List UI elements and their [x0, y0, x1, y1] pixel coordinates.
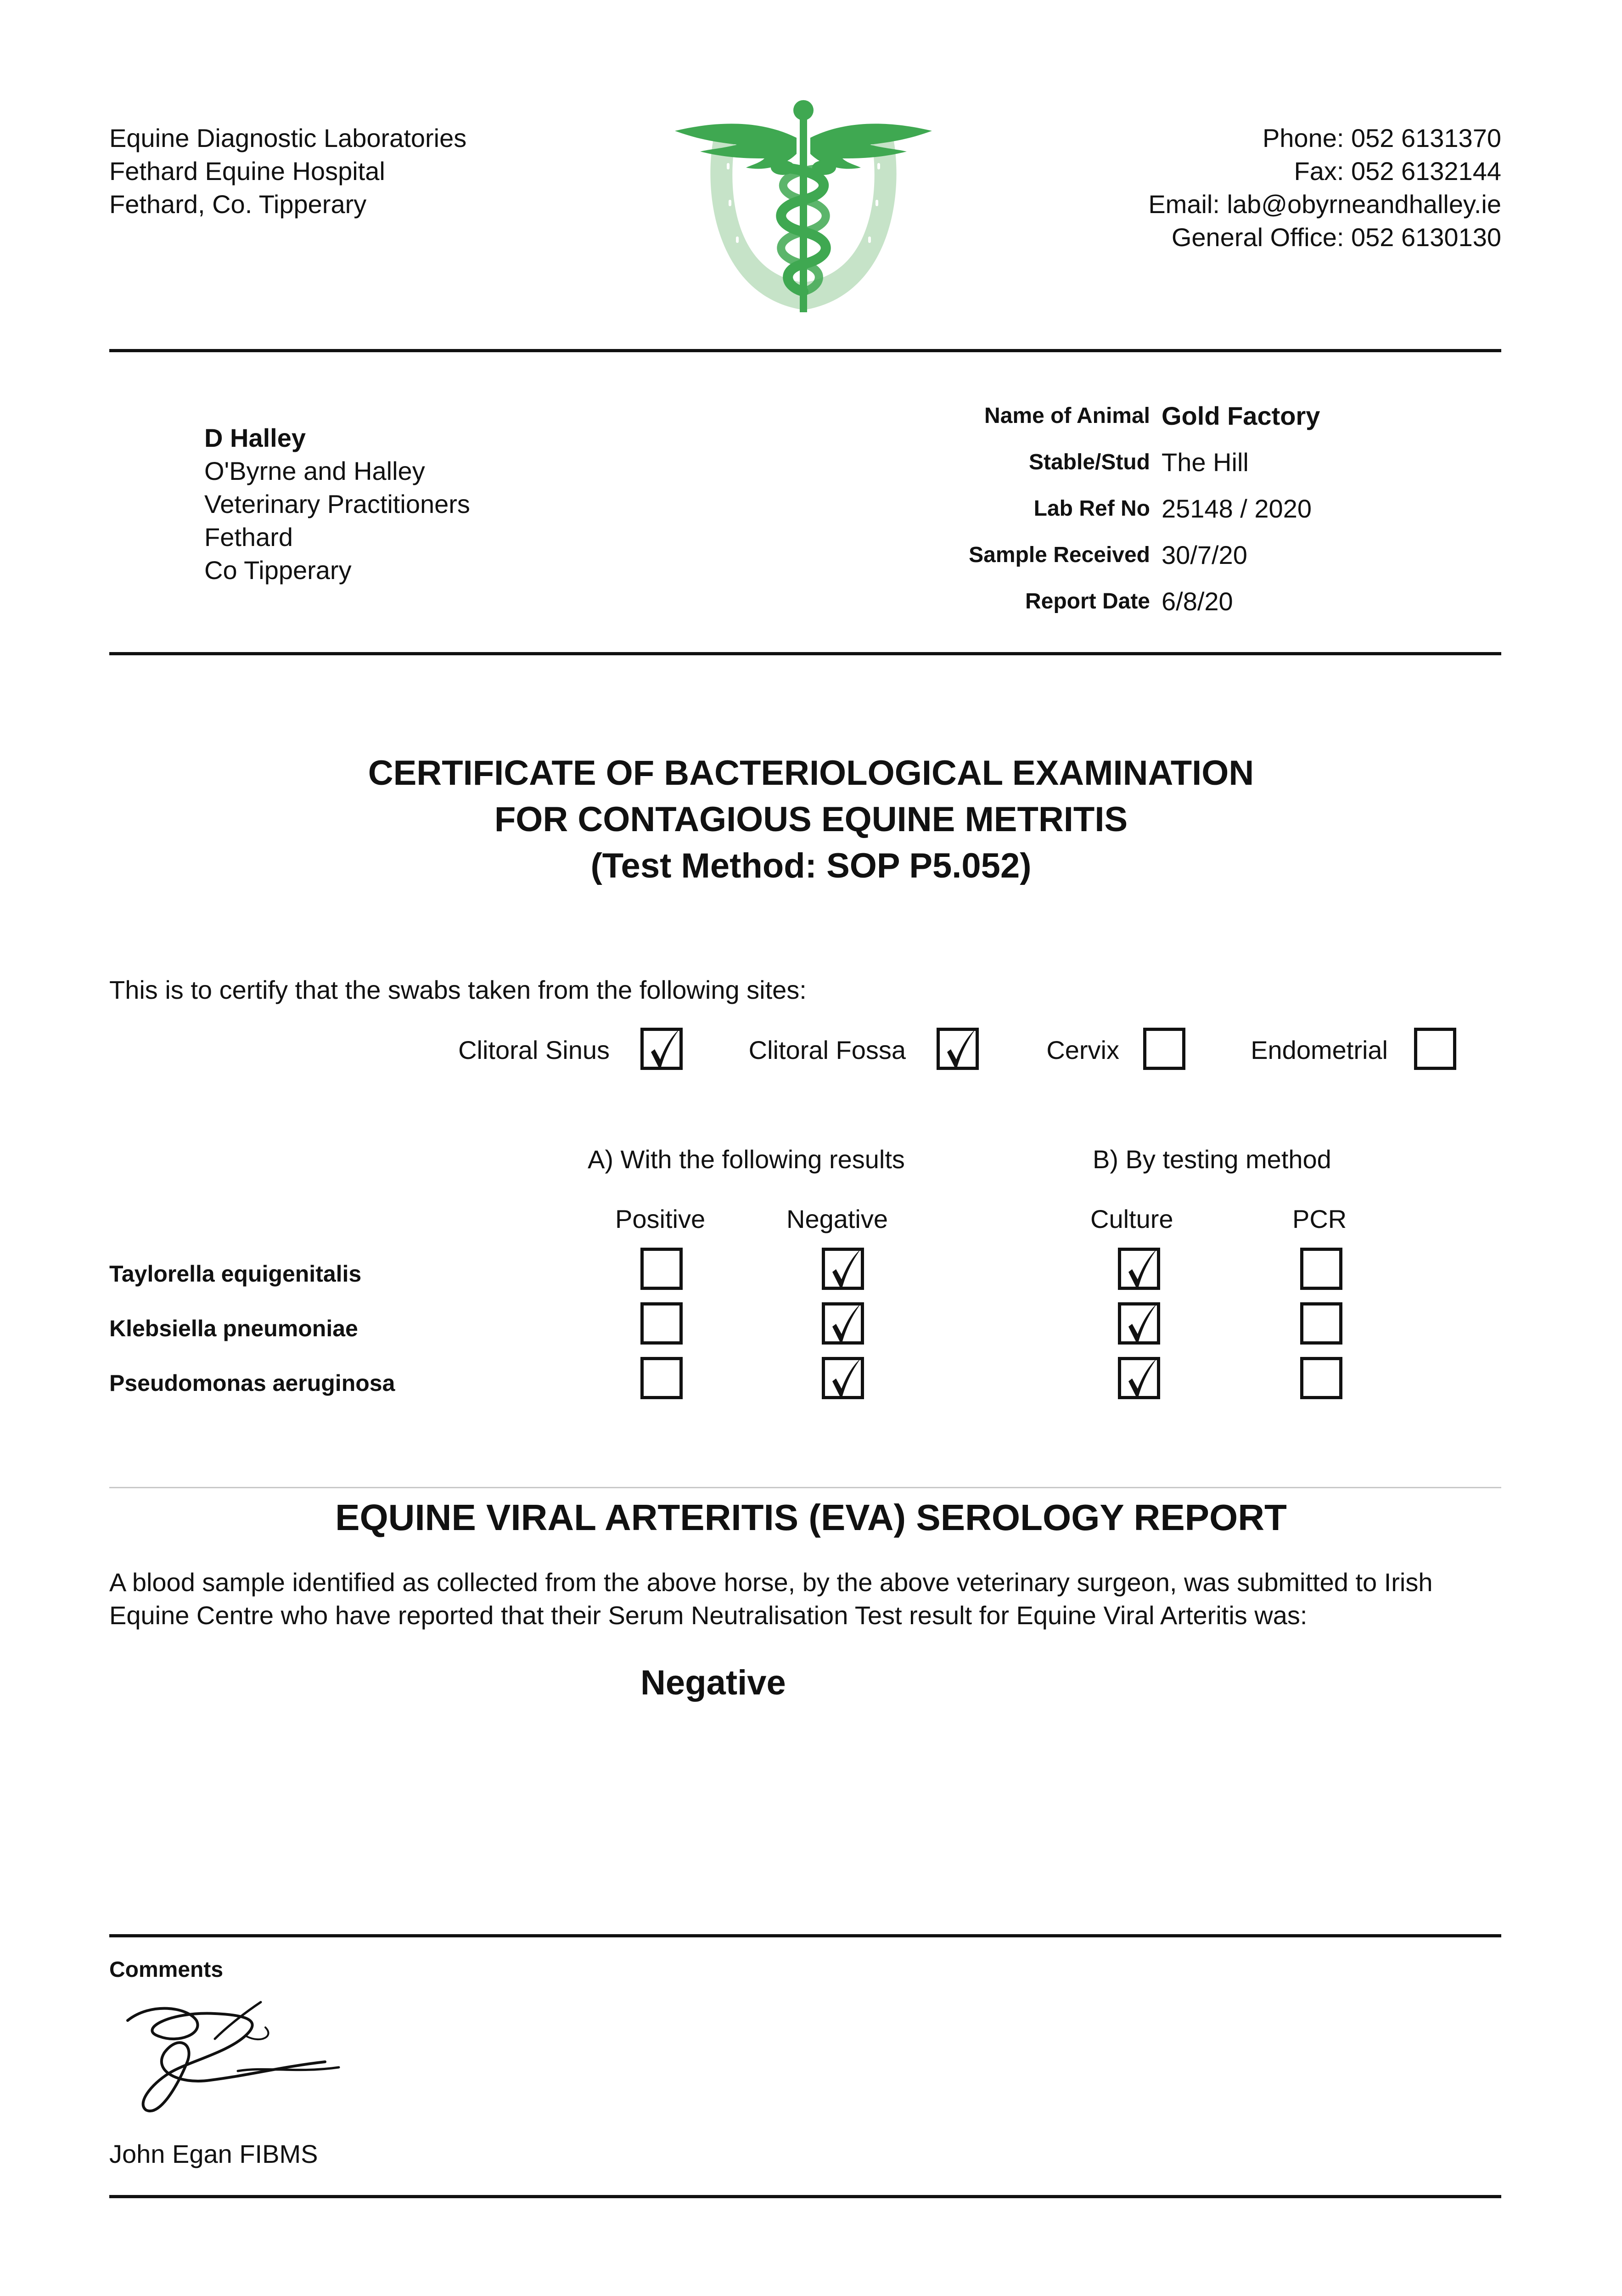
- caduceus-horseshoe-logo: [673, 94, 934, 319]
- organism-name: Klebsiella pneumoniae: [109, 1316, 358, 1341]
- lab-address-line: Equine Diagnostic Laboratories: [109, 124, 467, 152]
- lab-ref-value: 25148 / 2020: [1162, 494, 1312, 523]
- sample-received-row: [863, 532, 1320, 578]
- email-address: Email: lab@obyrneandhalley.ie: [1148, 190, 1501, 219]
- organism-name: Taylorella equigenitalis: [109, 1261, 362, 1287]
- report-date-value: 6/8/20: [1162, 587, 1233, 616]
- site-checkbox-clitoral-sinus[interactable]: [640, 1028, 683, 1070]
- recipient-name: D Halley: [204, 423, 306, 452]
- organism-pcr-checkbox[interactable]: [1300, 1248, 1342, 1290]
- section-divider: [109, 1487, 1501, 1488]
- recipient-line: Veterinary Practitioners: [204, 490, 470, 518]
- checkmark-icon: [826, 1356, 864, 1401]
- checkmark-icon: [1122, 1356, 1161, 1401]
- checkmark-icon: [826, 1247, 864, 1291]
- recipient-line: Fethard: [204, 523, 293, 551]
- checkmark-icon: [1122, 1302, 1161, 1346]
- certificate-title-line: (Test Method: SOP P5.052): [590, 846, 1032, 885]
- site-checkbox-cervix[interactable]: [1143, 1028, 1185, 1070]
- certificate-title-line: FOR CONTAGIOUS EQUINE METRITIS: [494, 800, 1128, 839]
- column-culture: Culture: [1090, 1204, 1173, 1233]
- stable-row: [863, 439, 1320, 485]
- header-divider: [109, 349, 1501, 352]
- organism-positive-checkbox[interactable]: [640, 1248, 683, 1290]
- column-pcr: PCR: [1292, 1204, 1347, 1233]
- recipient-line: Co Tipperary: [204, 556, 352, 585]
- organism-negative-checkbox[interactable]: [822, 1248, 864, 1290]
- organism-negative-checkbox[interactable]: [822, 1302, 864, 1345]
- organism-culture-checkbox[interactable]: [1118, 1248, 1160, 1290]
- site-label-clitoral-sinus: Clitoral Sinus: [458, 1035, 610, 1064]
- certificate-intro: This is to certify that the swabs taken from the following sites:: [109, 975, 807, 1004]
- footer-divider: [109, 2195, 1501, 2198]
- organism-positive-checkbox[interactable]: [640, 1302, 683, 1345]
- checkmark-icon: [1122, 1247, 1161, 1291]
- eva-result: Negative: [640, 1663, 786, 1702]
- lab-address: [109, 122, 466, 221]
- lab-address-line: Fethard Equine Hospital: [109, 157, 385, 186]
- sample-received-value: 30/7/20: [1162, 540, 1247, 569]
- eva-title: EQUINE VIRAL ARTERITIS (EVA) SEROLOGY REPORT: [335, 1497, 1287, 1538]
- organism-culture-checkbox[interactable]: [1118, 1357, 1160, 1399]
- field-label: Stable/Stud: [1028, 450, 1150, 474]
- column-negative: Negative: [786, 1204, 888, 1233]
- lab-ref-row: [863, 485, 1320, 532]
- report-date-row: [863, 578, 1320, 625]
- organism-pcr-checkbox[interactable]: [1300, 1357, 1342, 1399]
- comments-divider: [109, 1934, 1501, 1937]
- recipient-address: [204, 422, 470, 587]
- site-checkbox-endometrial[interactable]: [1414, 1028, 1456, 1070]
- signature-image: [109, 1993, 348, 2117]
- site-label-cervix: Cervix: [1046, 1035, 1119, 1064]
- lab-contact: [1148, 122, 1501, 254]
- organism-name: Pseudomonas aeruginosa: [109, 1370, 395, 1396]
- site-label-clitoral-fossa: Clitoral Fossa: [748, 1035, 906, 1064]
- site-checkbox-clitoral-fossa[interactable]: [937, 1028, 979, 1070]
- animal-name-value: Gold Factory: [1162, 401, 1320, 430]
- animal-details: [863, 393, 1320, 625]
- column-positive: Positive: [615, 1204, 706, 1233]
- results-heading: A) With the following results: [588, 1145, 905, 1174]
- recipient-line: O'Byrne and Halley: [204, 456, 425, 485]
- field-label: Name of Animal: [984, 404, 1150, 428]
- eva-description: A blood sample identified as collected from the above horse, by the above veterinary surgeon, was submitted to Irish Equine Centre who have reported that their Serum Neutralisation Test result for Equine Viral Arteritis was:: [109, 1568, 1433, 1630]
- lab-address-line: Fethard, Co. Tipperary: [109, 190, 367, 219]
- organism-negative-checkbox[interactable]: [822, 1357, 864, 1399]
- checkmark-icon: [645, 1027, 683, 1071]
- signer-name: John Egan FIBMS: [109, 2139, 318, 2168]
- office-number: General Office: 052 6130130: [1171, 223, 1501, 252]
- field-label: Sample Received: [969, 543, 1150, 567]
- organism-culture-checkbox[interactable]: [1118, 1302, 1160, 1345]
- certificate-title: [0, 750, 1622, 889]
- organism-positive-checkbox[interactable]: [640, 1357, 683, 1399]
- field-label: Lab Ref No: [1033, 496, 1150, 521]
- field-label: Report Date: [1025, 589, 1150, 613]
- site-label-endometrial: Endometrial: [1251, 1035, 1388, 1064]
- method-heading: B) By testing method: [1093, 1145, 1331, 1174]
- comments-label: Comments: [109, 1958, 224, 1982]
- checkmark-icon: [826, 1302, 864, 1346]
- animal-name-row: [863, 393, 1320, 439]
- certificate-title-line: CERTIFICATE OF BACTERIOLOGICAL EXAMINATION: [368, 754, 1254, 793]
- stable-value: The Hill: [1162, 448, 1249, 477]
- details-divider: [109, 652, 1501, 655]
- organism-pcr-checkbox[interactable]: [1300, 1302, 1342, 1345]
- phone-number: Phone: 052 6131370: [1262, 124, 1501, 152]
- checkmark-icon: [941, 1027, 979, 1071]
- fax-number: Fax: 052 6132144: [1294, 157, 1501, 186]
